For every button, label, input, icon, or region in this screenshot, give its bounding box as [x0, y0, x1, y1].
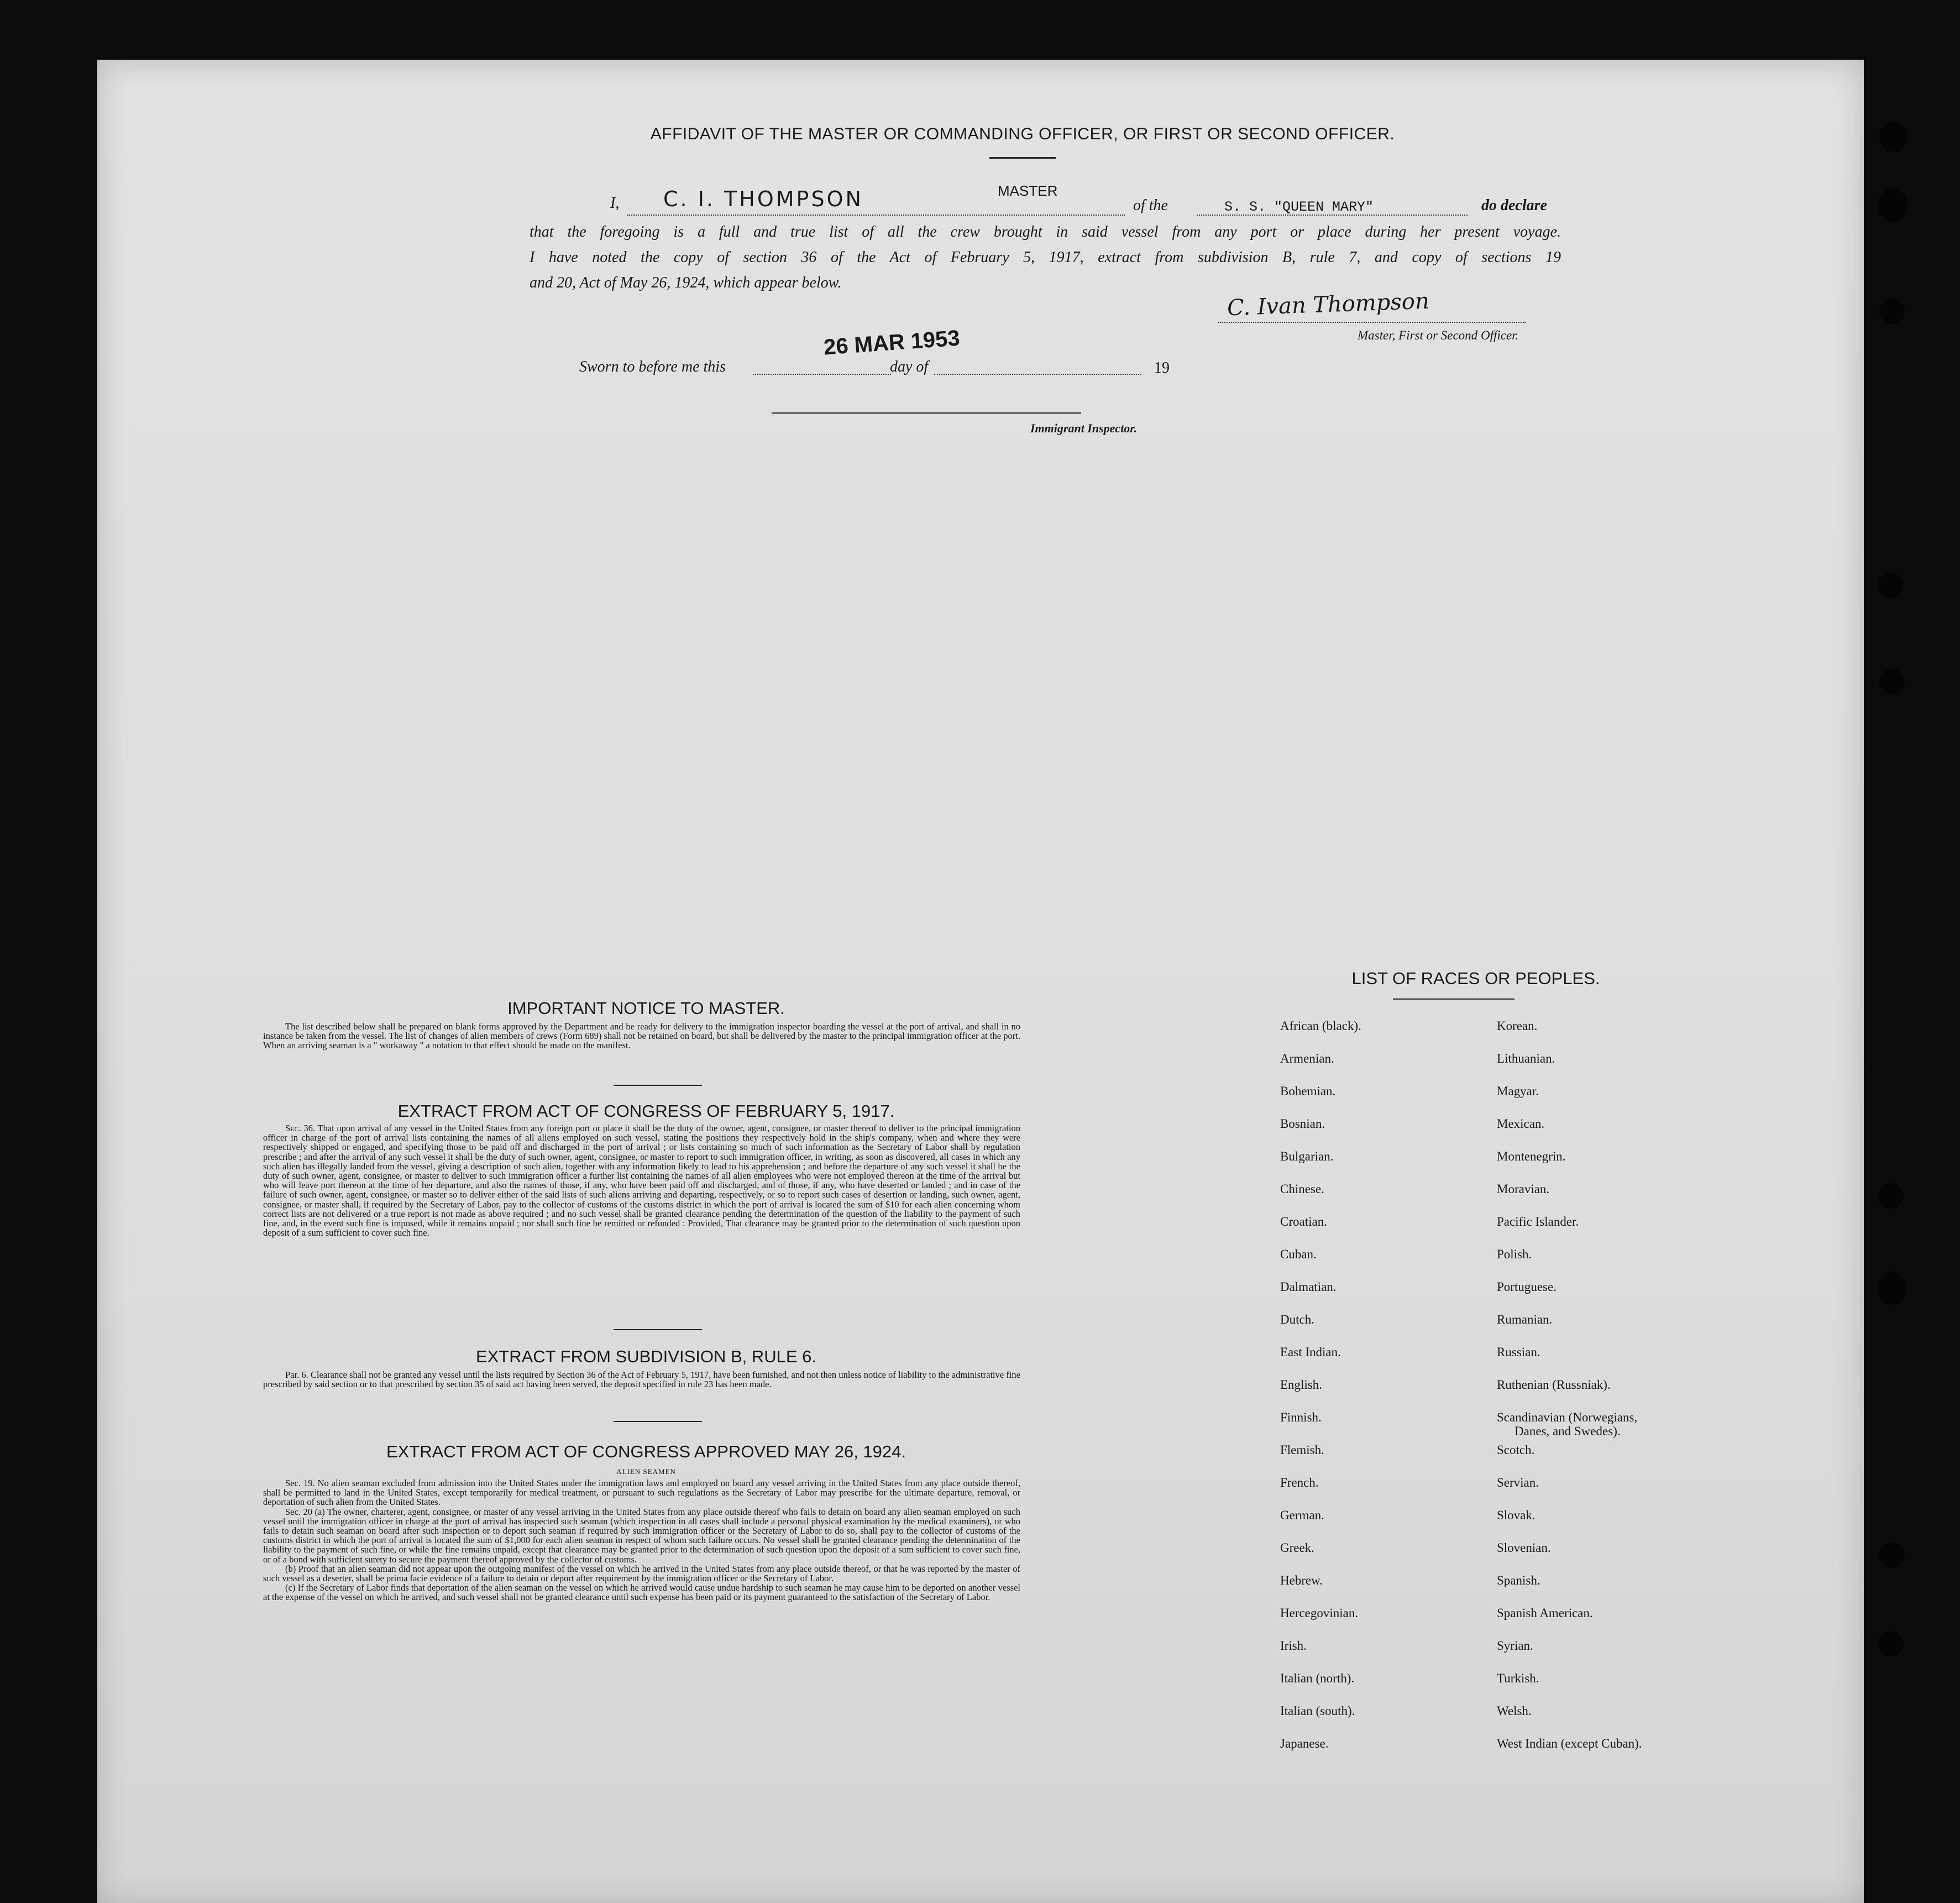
signature-label: Master, First or Second Officer. [1358, 328, 1519, 342]
punch-hole [1878, 188, 1907, 222]
punch-hole [1878, 1272, 1906, 1305]
sec-20c-text: (c) If the Secretary of Labor finds that deportation of the alien seaman on the vessel on which he arrived would cause undue hardship to such seaman he may cause him to be deported on another vessel at the expense of the vessel on which he arrived, and such vessel shall not be granted clearance until such expense has been paid or its payment guaranteed to the satisfaction of the Secretary of Labor. [263, 1582, 1020, 1603]
race-item-right: Pacific Islander. [1497, 1215, 1579, 1228]
name-line [627, 215, 1125, 216]
race-item-right: Welsh. [1497, 1704, 1532, 1718]
affidavit-line4: and 20, Act of May 26, 1924, which appear below. [530, 274, 842, 291]
race-item-right: Scandinavian (Norwegians, [1497, 1410, 1638, 1424]
race-item-right: Turkish. [1497, 1671, 1539, 1685]
race-item-left: Bohemian. [1280, 1084, 1336, 1098]
month-line [934, 374, 1141, 375]
punch-hole [1879, 299, 1905, 324]
race-item-left: English. [1280, 1378, 1323, 1392]
rule-2 [614, 1329, 702, 1330]
rule6-text: Par. 6. Clearance shall not be granted any vessel until the lists required by Section 36 of the Act of February 5, 1917, have been furnished, and not then unless notice of liability to the administrative fine prescribed by said section or to that prescribed by section 35 of said act having been served, the deposit specified in rule 23 has been made. [263, 1369, 1020, 1390]
race-item-right: Polish. [1497, 1247, 1532, 1261]
affidavit-declare: do declare [1481, 197, 1547, 214]
race-item-right: Syrian. [1497, 1639, 1533, 1653]
sec-20b-text: (b) Proof that an alien seaman did not appear upon the outgoing manifest of the vessel on which he arrived in the United States from any place outside thereof, or that he was reported by the master of such vessel as a deserter, shall be prima facie evidence of a failure to detain or deport after requirement by the immigration officer or the Secretary of Labor. [263, 1563, 1020, 1584]
race-item-left: French. [1280, 1476, 1319, 1489]
signature-line [1218, 322, 1526, 323]
race-item-right: Montenegrin. [1497, 1149, 1566, 1163]
race-item-left: Flemish. [1280, 1443, 1324, 1457]
race-item-right: Lithuanian. [1497, 1052, 1555, 1065]
race-item-left: Bosnian. [1280, 1117, 1325, 1131]
race-item-left: Hebrew. [1280, 1573, 1323, 1587]
punch-hole [1879, 122, 1908, 151]
master-name-handwritten: C. I. THOMPSON [663, 187, 863, 211]
race-item-left: Italian (north). [1280, 1671, 1355, 1685]
race-item-right: West Indian (except Cuban). [1497, 1737, 1642, 1750]
sworn-text: Sworn to before me this [579, 358, 726, 375]
alien-seamen-subtitle: ALIEN SEAMEN [616, 1467, 676, 1476]
extract-1924-body [263, 1478, 1020, 1602]
sec-19-text: Sec. 19. No alien seaman excluded from admission into the United States under the immigration laws and employed on board any vessel arriving in the United States from any place outside thereof, shall be permitted to land in the United States, except temporarily for medical treatment, or pursuant to such regulations as the Secretary of Labor may prescribe for the ultimate departure, removal, or deportation of such alien from the United States. [263, 1478, 1020, 1508]
race-item-left: Croatian. [1280, 1215, 1327, 1228]
affidavit-line2: that the foregoing is a full and true list of all the crew brought in said vessel from any port or place during her present voyage. [530, 223, 1561, 241]
sec-36-text: That upon arrival of any vessel in the United States from any foreign port or place it shall be the duty of the owner, agent, consignee, or master thereof to deliver to the principal immigration officer in charge of the port of arrival lists containing the names of all aliens employed on such vessel, stating the positions they respectively hold in the ship's company, when and where they were respectively shipped or engaged, and specifying those to be paid off and discharged in the port of arrival ; or lists containing so much of such information as the Secretary of Labor shall by regulation prescribe ; and after the arrival of any such vessel it shall be the duty of such owner, agent, consignee, or master to report to such immigration officer, in writing, as soon as discovered, all cases in which any such alien has illegally landed from the vessel, giving a description of such alien, together with any information likely to lead to his apprehension ; and before the departure of any such vessel it shall be the duty of such owner, agent, consignee, or master to deliver to such immigration officer a further list containing the names of all alien employees who were not employed thereon at the time of the arrival but who will leave port thereon at the time of her departure, and also the names of those, if any, who have been paid off and discharged, and of those, if any, who have deserted or landed ; and in case of the failure of such owner, agent, consignee, or master so to deliver either of the said lists of such aliens arriving and departing, respectively, or so to report such cases of desertion or landing, such owner, agent, consignee, or master shall, if required by the Secretary of Labor, pay to the collector of customs of the customs district in which the port of arrival is located the sum of $10 for each alien concerning whom correct lists are not delivered or a true report is not made as above required ; and no such vessel shall be granted clearance pending the determination of the question of the liability to the payment of such fine, and, in the event such fine is imposed, while it remains unpaid ; nor shall such fine be remitted or refunded : Provided, That clearance may be granted prior to the determination of such question upon deposit of a sum sufficient to cover such fine. [263, 1123, 1020, 1238]
race-item-left: Greek. [1280, 1541, 1314, 1555]
race-item-left: Finnish. [1280, 1410, 1322, 1424]
race-item-right: Magyar. [1497, 1084, 1539, 1098]
extract-1917-title: EXTRACT FROM ACT OF CONGRESS OF FEBRUARY 5, 1917. [397, 1101, 895, 1121]
race-item-left: Dutch. [1280, 1313, 1314, 1326]
affidavit-line3: I have noted the copy of section 36 of the Act of February 5, 1917, extract from subdivision B, rule 7, and copy of sections 19 [530, 249, 1561, 266]
race-item-left: East Indian. [1280, 1345, 1341, 1359]
affidavit-i: I, [610, 195, 620, 212]
title-rule [989, 157, 1056, 159]
rule-3 [614, 1421, 702, 1422]
day-of: day of [890, 358, 929, 375]
race-item-right: Slovenian. [1497, 1541, 1551, 1555]
race-item-right: Servian. [1497, 1476, 1539, 1489]
race-item-left: African (black). [1280, 1019, 1361, 1033]
race-item-right: Mexican. [1497, 1117, 1545, 1131]
date-stamp: 26 MAR 1953 [822, 326, 961, 360]
inspector-label: Immigrant Inspector. [1030, 421, 1138, 435]
race-item-left: Armenian. [1280, 1052, 1334, 1065]
punch-hole [1878, 1183, 1904, 1209]
extract-1917-body [263, 1123, 1020, 1237]
year-text: 19 [1154, 359, 1170, 377]
race-item-left: Chinese. [1280, 1182, 1324, 1196]
race-item-right: Portuguese. [1497, 1280, 1557, 1294]
rule-1 [614, 1085, 702, 1086]
race-item-right: Russian. [1497, 1345, 1540, 1359]
race-item-scandinavian-cont: Danes, and Swedes). [1514, 1424, 1621, 1438]
punch-hole [1878, 573, 1904, 598]
race-item-left: Cuban. [1280, 1247, 1317, 1261]
punch-hole [1879, 1543, 1905, 1568]
race-item-left: Bulgarian. [1280, 1149, 1334, 1163]
race-item-right: Spanish. [1497, 1573, 1540, 1587]
race-item-right: Slovak. [1497, 1508, 1535, 1522]
race-item-left: Dalmatian. [1280, 1280, 1337, 1294]
race-item-left: Japanese. [1280, 1737, 1329, 1750]
rule6-title: EXTRACT FROM SUBDIVISION B, RULE 6. [475, 1347, 817, 1366]
extract-1924-title: EXTRACT FROM ACT OF CONGRESS APPROVED MAY 26, 1924. [386, 1442, 906, 1461]
sec-20a-text: Sec. 20 (a) The owner, charterer, agent, consignee, or master of any vessel arriving in the United States from any place outside thereof who fails to detain on board any alien seaman employed on such vessel until the immigration officer in charge at the port of arrival has inspected such seaman (which inspection in all cases shall include a personal physical examination by the medical examiners), or who fails to detain such seaman on board after such inspection or to deport such seaman if required by such immigration officer or the Secretary of Labor to do so, shall pay to the collector of customs of the customs district in which the port of arrival is located the sum of $1,000 for each alien seaman in respect of whom such failure occurs. No vessel shall be granted clearance pending the determination of the liability to the payment of such fine, or while the fine remains unpaid, except that clearance may be granted prior to the determination of such question upon the deposit of a sum sufficient to cover such fine, or of a bond with sufficient surety to secure the payment thereof approved by the collector of customs. [263, 1506, 1020, 1565]
notice-text: The list described below shall be prepared on blank forms approved by the Department and be ready for delivery to the immigration inspector boarding the vessel at the port of arrival, and shall in no instance be taken from the vessel. The list of changes of alien members of crews (Form 689) shall not be retained on board, but shall be delivered by the master to the principal immigration officer at the port. When an arriving seaman is a " workaway " a notation to that effect should be made on the manifest. [263, 1021, 1020, 1051]
punch-hole [1879, 669, 1905, 694]
races-title-rule [1393, 998, 1514, 1000]
affidavit-of-the: of the [1133, 197, 1168, 214]
rule6-body [263, 1370, 1020, 1389]
punch-hole [1878, 1631, 1904, 1656]
master-rank-handwritten: MASTER [998, 182, 1058, 199]
sworn-line [753, 374, 891, 375]
race-item-left: Irish. [1280, 1639, 1307, 1653]
sec-36-label: Sec. 36. [285, 1123, 315, 1133]
race-item-right: Moravian. [1497, 1182, 1550, 1196]
races-title: LIST OF RACES OR PEOPLES. [1351, 969, 1600, 988]
race-item-left: Hercegovinian. [1280, 1606, 1359, 1620]
signature: C. Ivan Thompson [1227, 288, 1430, 321]
vessel-name-typed: S. S. "QUEEN MARY" [1224, 199, 1374, 215]
notice-body [263, 1022, 1020, 1050]
inspector-line [772, 412, 1081, 414]
race-item-right: Rumanian. [1497, 1313, 1553, 1326]
race-item-right: Korean. [1497, 1019, 1538, 1033]
notice-title: IMPORTANT NOTICE TO MASTER. [507, 998, 785, 1018]
race-item-right: Spanish American. [1497, 1606, 1593, 1620]
race-item-left: Italian (south). [1280, 1704, 1355, 1718]
race-item-right: Ruthenian (Russniak). [1497, 1378, 1611, 1392]
race-item-left: German. [1280, 1508, 1324, 1522]
affidavit-title: AFFIDAVIT OF THE MASTER OR COMMANDING OFFICER, OR FIRST OR SECOND OFFICER. [650, 125, 1395, 143]
race-item-right: Scotch. [1497, 1443, 1535, 1457]
